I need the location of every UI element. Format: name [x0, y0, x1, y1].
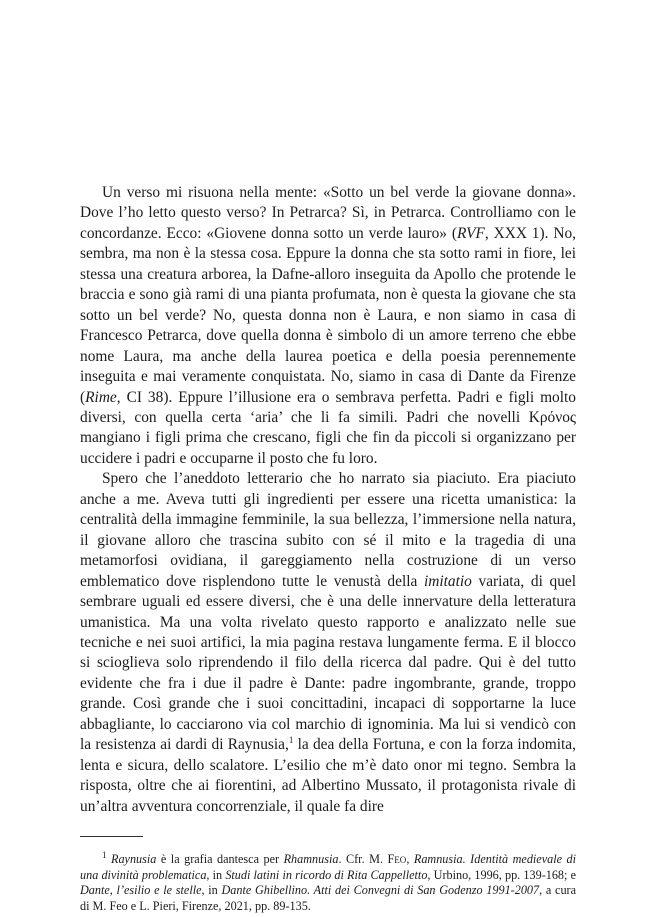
text-run-italic: RVF — [456, 224, 485, 242]
text-run: , CI 38). Eppure l’illusione era o sembrava perfetta. Padri e figli molto diversi, con quella certa ‘aria’ che li fa simili. Padri che novelli Κρόνος mangiano i figli prima che crescano, figli che fin da piccoli si organizzano per uccidere i padri e occuparne il posto che fu loro. — [80, 388, 576, 467]
paragraph-2 — [80, 469, 576, 817]
text-run-italic: Raynusia — [111, 852, 157, 867]
paragraph-1 — [80, 183, 576, 469]
text-run-italic: Dante Ghibellino. Atti dei Convegni di San Godenzo 1991-2007 — [221, 883, 540, 898]
text-run: , — [406, 852, 414, 867]
body-text — [80, 183, 576, 817]
footnote-1 — [80, 849, 577, 914]
book-page — [80, 183, 576, 914]
text-run: la dea della Fortuna, e con la forza indomita, lenta e sicura, dello scalatore. L’esilio che m’è dato onor mi tegno. Sembra la risposta, oltre che ai fiorentini, ad Albertino Mussato, il protagonista rivale di un’altra avventura concorrenziale, il quale fa dire — [80, 736, 576, 815]
text-run-italic: Rime — [85, 388, 117, 406]
text-run: , Urbino, 1996, pp. 139-168; e — [427, 867, 577, 882]
text-run: , in — [206, 867, 226, 882]
text-run-italic: Ramnusia. Identità medievale di una divinità problematica — [80, 852, 576, 882]
text-run-italic: imitatio — [423, 572, 472, 590]
text-run: , in — [201, 883, 222, 898]
author-name: Feo — [387, 852, 407, 867]
text-run: , XXX 1). No, sembra, ma non è la stessa cosa. Eppure la donna che sta sotto rami in fiore, lei stessa una creatura arborea, la Dafne-alloro inseguita da Apollo che protende le braccia e sono già rami di una pianta profumata, non è questa la giovane che sta sotto un bel verde? No, questa donna non è Laura, e non siamo in casa di Francesco Petrarca, dove quella donna è simbolo di un amore terreno che ebbe nome Laura, ma anche della laurea poetica e della poesia perennemente inseguita e mai veramente conquistata. No, siamo in casa di Dante da Firenze ( — [80, 224, 577, 406]
footnote-separator — [80, 836, 143, 837]
text-run: , a cura di M. Feo e L. Pieri, Firenze, 2021, pp. 89-135. — [80, 883, 576, 913]
text-run: variata, di quel sembrare uguali ed essere diversi, che è una delle innervature della letteratura umanistica. Ma una volta rivelato questo rapporto e analizzato nelle sue tecniche e nei suoi artifici, la mia pagina restava lungamente ferma. E il blocco si scioglieva solo riprendendo il filo della ricerca dal padre. Qui è del tutto evidente che fra i due il padre è Dante: padre ingombrante, grande, troppo grande. Così grande che i suoi concittadini, incapaci di sopportarne la luce abbagliante, lo cacciarono via col marchio di ignominia. Ma lui si vendicò con la resistenza ai dardi di Raynusia, — [80, 572, 576, 754]
text-run: Spero che l’aneddoto letterario che ho narrato sia piaciuto. Era piaciuto anche a me. Aveva tutti gli ingredienti per essere una ricetta umanistica: la centralità della immagine femminile, la sua bellezza, l’immersione nella natura, il giovane alloro che trascina subito con sé il mito e la tragedia di una metamorfosi ovidiana, il gareggiamento nella costruzione di un verso emblematico dove risplendono tutte le venustà della — [80, 470, 576, 590]
text-run-italic: Studi latini in ricordo di Rita Cappelletto — [225, 867, 428, 882]
footnote-marker[interactable]: 1 — [288, 735, 294, 746]
footnote-number: 1 — [102, 849, 107, 860]
text-run-italic: Dante, l’esilio e le stelle — [80, 883, 202, 898]
text-run: Un verso mi risuona nella mente: «Sotto un bel verde la giovane donna». Dove l’ho letto questo verso? In Petrarca? Sì, in Petrarca. Controlliamo con le concordanze. Ecco: «Giovene donna sotto un verde lauro» ( — [80, 184, 576, 242]
text-run: . Cfr. M. — [338, 852, 388, 867]
text-run-italic: Rhamnusia — [283, 852, 339, 867]
text-run: è la grafia dantesca per — [156, 852, 284, 867]
